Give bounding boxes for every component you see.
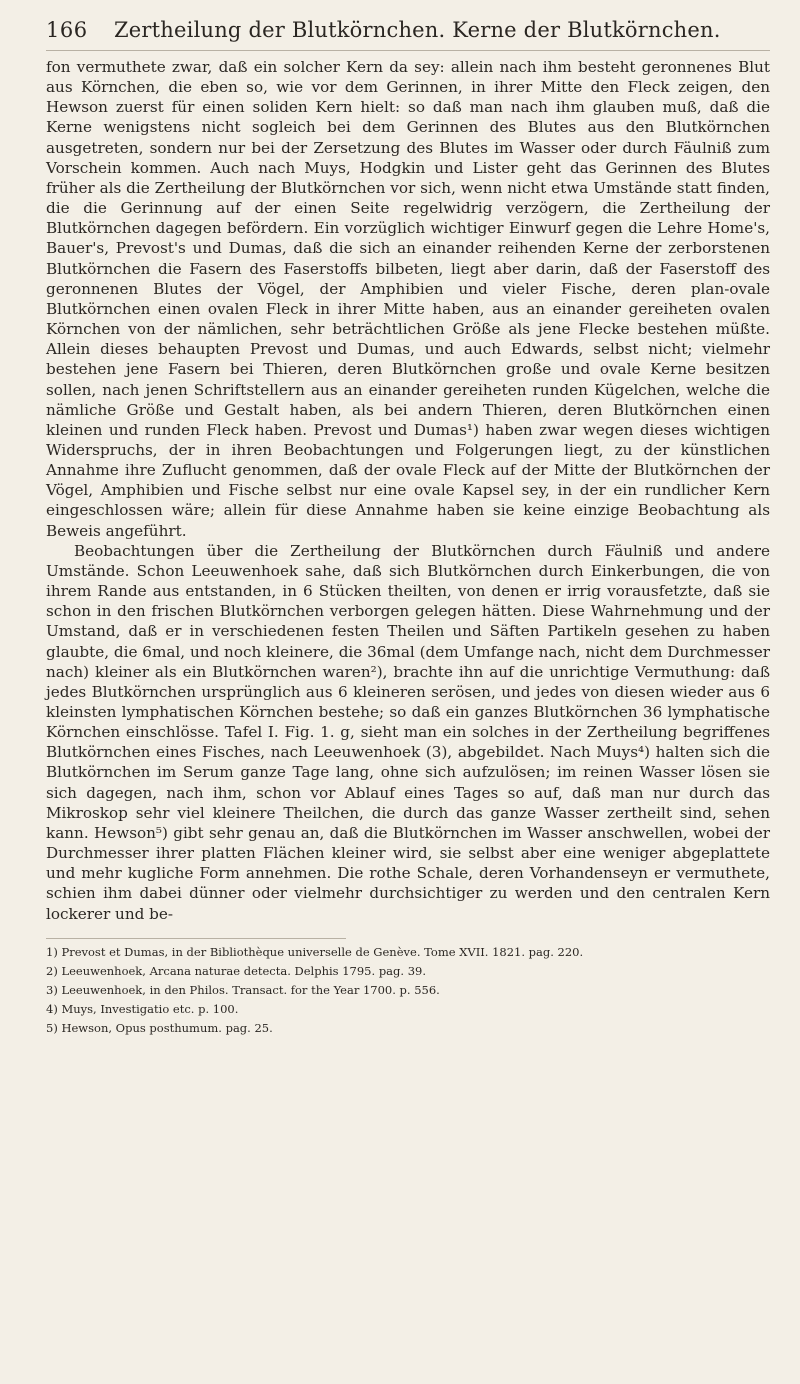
footnote: 5) Hewson, Opus posthumum. pag. 25. — [46, 1020, 273, 1035]
page-header — [46, 16, 770, 51]
footnote: 4) Muys, Investigatio etc. p. 100. — [46, 1001, 239, 1016]
footnote: 1) Prevost et Dumas, in der Bibliothèque universelle de Genève. Tome XVII. 1821. pag. 220. — [46, 944, 584, 959]
body-text — [46, 57, 770, 924]
footnotes — [46, 938, 584, 1038]
footnote: 3) Leeuwenhoek, in den Philos. Transact. for the Year 1700. p. 556. — [46, 982, 440, 997]
paragraph: Beobachtungen über die Zertheilung der Blutkörnchen durch Fäulniß und andere Umstände. Schon Leeuwenhoek sahe, daß sich Blutkörnchen durch Einkerbungen, die von ihrem Rande aus entstanden, in 6 Stücken theilten, von denen er irrig vorausfetzte, daß sie schon in den frischen Blutkörnchen verborgen gelegen hätten. Diese Wahrnehmung und der Umstand, daß er in verschiedenen festen Theilen und Säften Partikeln gesehen zu haben glaubte, die 6mal, und noch kleinere, die 36mal (dem Umfange nach, nicht dem Durchmesser nach) kleiner als ein Blutkörnchen waren²), brachte ihn auf die unrichtige Vermuthung: daß jedes Blutkörnchen ursprünglich aus 6 kleineren serösen, und jedes von diesen wieder aus 6 kleinsten lymphatischen Körnchen bestehe; so daß ein ganzes Blutkörnchen 36 lymphatische Körnchen einschlösse. Tafel I. Fig. 1. g, sieht man ein solches in der Zertheilung begriffenes Blutkörnchen eines Fisches, nach Leeuwenhoek (3), abgebildet. Nach Muys⁴) halten sich die Blutkörnchen im Serum ganze Tage lang, ohne sich aufzulösen; im reinen Wasser lösen sie sich dagegen, nach ihm, schon vor Ablauf eines Tages so auf, daß man nur durch das Mikroskop sehr viel kleinere Theilchen, die durch das ganze Wasser zertheilt sind, sehen kann. Hewson⁵) gibt sehr genau an, daß die Blutkörnchen im Wasser anschwellen, wobei der Durchmesser ihrer platten Flächen kleiner wird, sie selbst aber eine weniger abgeplattete und mehr kugliche Form annehmen. Die rothe Schale, deren Vorhandenseyn er vermuthete, schien ihm dabei dünner oder vielmehr durchsichtiger zu werden und den centralen Kern lockerer und be- — [46, 541, 770, 923]
page-number: 166 — [46, 18, 88, 42]
paragraph: fon vermuthete zwar, daß ein solcher Kern da sey: allein nach ihm besteht geronnenes Blut aus Körnchen, die eben so, wie vor dem Gerinnen, in ihrer Mitte den Fleck zeigen, den Hewson zuerst für einen soliden Kern hielt: so daß man nach ihm glauben muß, daß die Kerne wenigstens nicht sogleich bei dem Gerinnen des Blutes aus den Blutkörnchen ausgetreten, sondern nur bei der Zersetzung des Blutes im Wasser oder durch Fäulniß zum Vorschein kommen. Auch nach Muys, Hodgkin und Lister geht das Gerinnen des Blutes früher als die Zertheilung der Blutkörnchen vor sich, wenn nicht etwa Umstände statt finden, die die Gerinnung auf der einen Seite regelwidrig verzögern, die Zertheilung der Blutkörnchen dagegen befördern. Ein vorzüglich wichtiger Einwurf gegen die Lehre Home's, Bauer's, Prevost's und Dumas, daß die sich an einander reihenden Kerne der zerborstenen Blutkörnchen die Fasern des Faserstoffs bilbeten, liegt aber darin, daß der Faserstoff des geronnenen Blutes der Vögel, der Amphibien und vieler Fische, deren plan-ovale Blutkörnchen einen ovalen Fleck in ihrer Mitte haben, aus an einander gereiheten ovalen Körnchen von der nämlichen, sehr beträchtlichen Größe als jene Flecke bestehen müßte. Allein dieses behaupten Prevost und Dumas, und auch Edwards, selbst nicht; vielmehr bestehen jene Fasern bei Thieren, deren Blutkörnchen große und ovale Kerne besitzen sollen, nach jenen Schriftstellern aus an einander gereiheten runden Kügelchen, welche die nämliche Größe und Gestalt haben, als bei andern Thieren, deren Blutkörnchen einen kleinen und runden Fleck haben. Prevost und Dumas¹) haben zwar wegen dieses wichtigen Widerspruchs, der in ihren Beobachtungen und Folgerungen liegt, zu der künstlichen Annahme ihre Zuflucht genommen, daß der ovale Fleck auf der Mitte der Blutkörnchen der Vögel, Amphibien und Fische selbst nur eine ovale Kapsel sey, in der ein rundlicher Kern eingeschlossen wäre; allein für diese Annahme haben sie keine einzige Beobachtung als Beweis angeführt. — [46, 58, 770, 540]
footnote: 2) Leeuwenhoek, Arcana naturae detecta. Delphis 1795. pag. 39. — [46, 963, 426, 978]
running-title: Zertheilung der Blutkörnchen. Kerne der Blutkörnchen. — [114, 18, 721, 42]
